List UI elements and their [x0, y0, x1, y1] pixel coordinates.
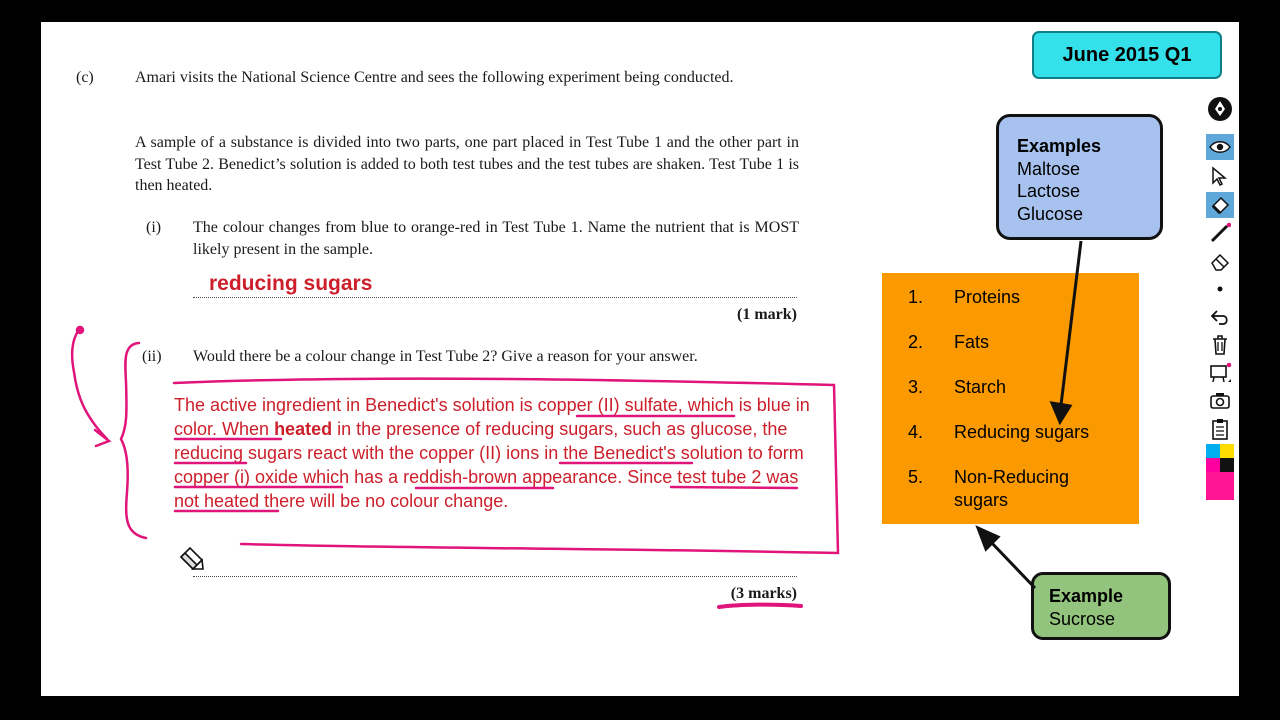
context-paragraph: A sample of a substance is divided into two parts, one part placed in Test Tube 1 and the other part in Test Tube 2. Benedict’s solution is added to both test tubes and the test tubes are shaken. Test Tube 1 is then heated.	[135, 134, 799, 194]
dot-size-icon[interactable]	[1206, 276, 1234, 302]
line-pen-icon[interactable]	[1206, 220, 1234, 246]
camera-icon[interactable]	[1206, 388, 1234, 414]
list-number: 4.	[908, 422, 924, 442]
list-number: 2.	[908, 332, 924, 352]
list-label: Starch	[954, 377, 1007, 397]
example-item: Lactose	[1017, 181, 1081, 201]
eye-icon[interactable]	[1206, 134, 1234, 160]
answer-text: which has a	[298, 467, 404, 487]
part-i-answer: reducing sugars	[209, 272, 373, 295]
trash-icon[interactable]	[1206, 332, 1234, 358]
answer-key-term: Benedict's solution	[593, 443, 743, 463]
answer-key-term: glucose	[690, 419, 753, 439]
part-i-text: The colour changes from blue to orange-red in Test Tube 1. Name the nutrient that is MOST likely present in the sample.	[193, 219, 799, 258]
eraser-icon[interactable]	[1206, 248, 1234, 274]
examples-heading: Examples	[1017, 136, 1102, 156]
worksheet-page	[41, 22, 1239, 696]
clipboard-icon[interactable]	[1206, 416, 1234, 442]
example-item: Glucose	[1017, 203, 1084, 224]
connector-arrows	[41, 22, 1239, 696]
title-box: June 2015 Q1	[1032, 31, 1222, 79]
part-c-label: (c)	[76, 69, 94, 86]
part-i-marks: (1 mark)	[737, 306, 797, 323]
list-number: 1.	[908, 287, 924, 307]
part-ii-text: Would there be a colour change in Test Tube 2? Give a reason for your answer.	[193, 348, 698, 365]
pen-icon[interactable]	[1206, 96, 1234, 122]
answer-key-term: copper (II) ions	[419, 443, 540, 463]
answer-text: to form	[742, 443, 804, 463]
arrow-examples-to-reducing	[1061, 241, 1081, 405]
list-number: 3.	[908, 377, 924, 397]
part-c-text: Amari visits the National Science Centre and sees the following experiment being conducted.	[135, 69, 734, 86]
answer-text: in the presence of reducing sugars, such as	[332, 419, 691, 439]
arrow-example-to-list	[989, 540, 1035, 588]
example-heading: Example	[1049, 586, 1124, 606]
list-label: Proteins	[954, 287, 1021, 307]
select-arrow-icon[interactable]	[1206, 163, 1234, 189]
answer-text: in the	[539, 443, 594, 463]
annotation-toolbar	[1201, 94, 1239, 504]
answer-key-term: copper (i) oxide	[174, 467, 299, 487]
whiteboard-icon[interactable]	[1206, 360, 1234, 386]
answer-bold-term: heated	[274, 419, 333, 439]
highlighter-icon[interactable]	[1206, 192, 1234, 218]
list-label: Reducing sugars	[954, 422, 1090, 442]
example-item: Sucrose	[1049, 608, 1116, 629]
answer-text: . When	[212, 419, 275, 439]
arrowhead	[1052, 403, 1070, 422]
color-palette-icon[interactable]	[1206, 444, 1234, 500]
part-i-label: (i)	[146, 219, 162, 236]
answer-text: , the reducing sugars react with the	[174, 419, 788, 463]
answer-key-term: copper (II) sulfate	[537, 395, 678, 415]
answer-key-term: blue in color	[174, 395, 810, 439]
answer-text: , which is	[677, 395, 757, 415]
undo-icon[interactable]	[1206, 304, 1234, 330]
answer-text: The active ingredient in Benedict's solution is	[174, 395, 538, 415]
list-label: Non-Reducing sugars	[954, 467, 1070, 510]
answer-text: . Since test tube 2 was not heated there will be no colour change.	[174, 467, 799, 511]
part-ii-label: (ii)	[142, 348, 162, 365]
example-item: Maltose	[1017, 158, 1081, 179]
answer-key-term: reddish-brown appearance	[403, 467, 618, 487]
list-label: Fats	[954, 332, 990, 352]
part-ii-marks: (3 marks)	[730, 585, 797, 602]
list-number: 5.	[908, 467, 924, 487]
